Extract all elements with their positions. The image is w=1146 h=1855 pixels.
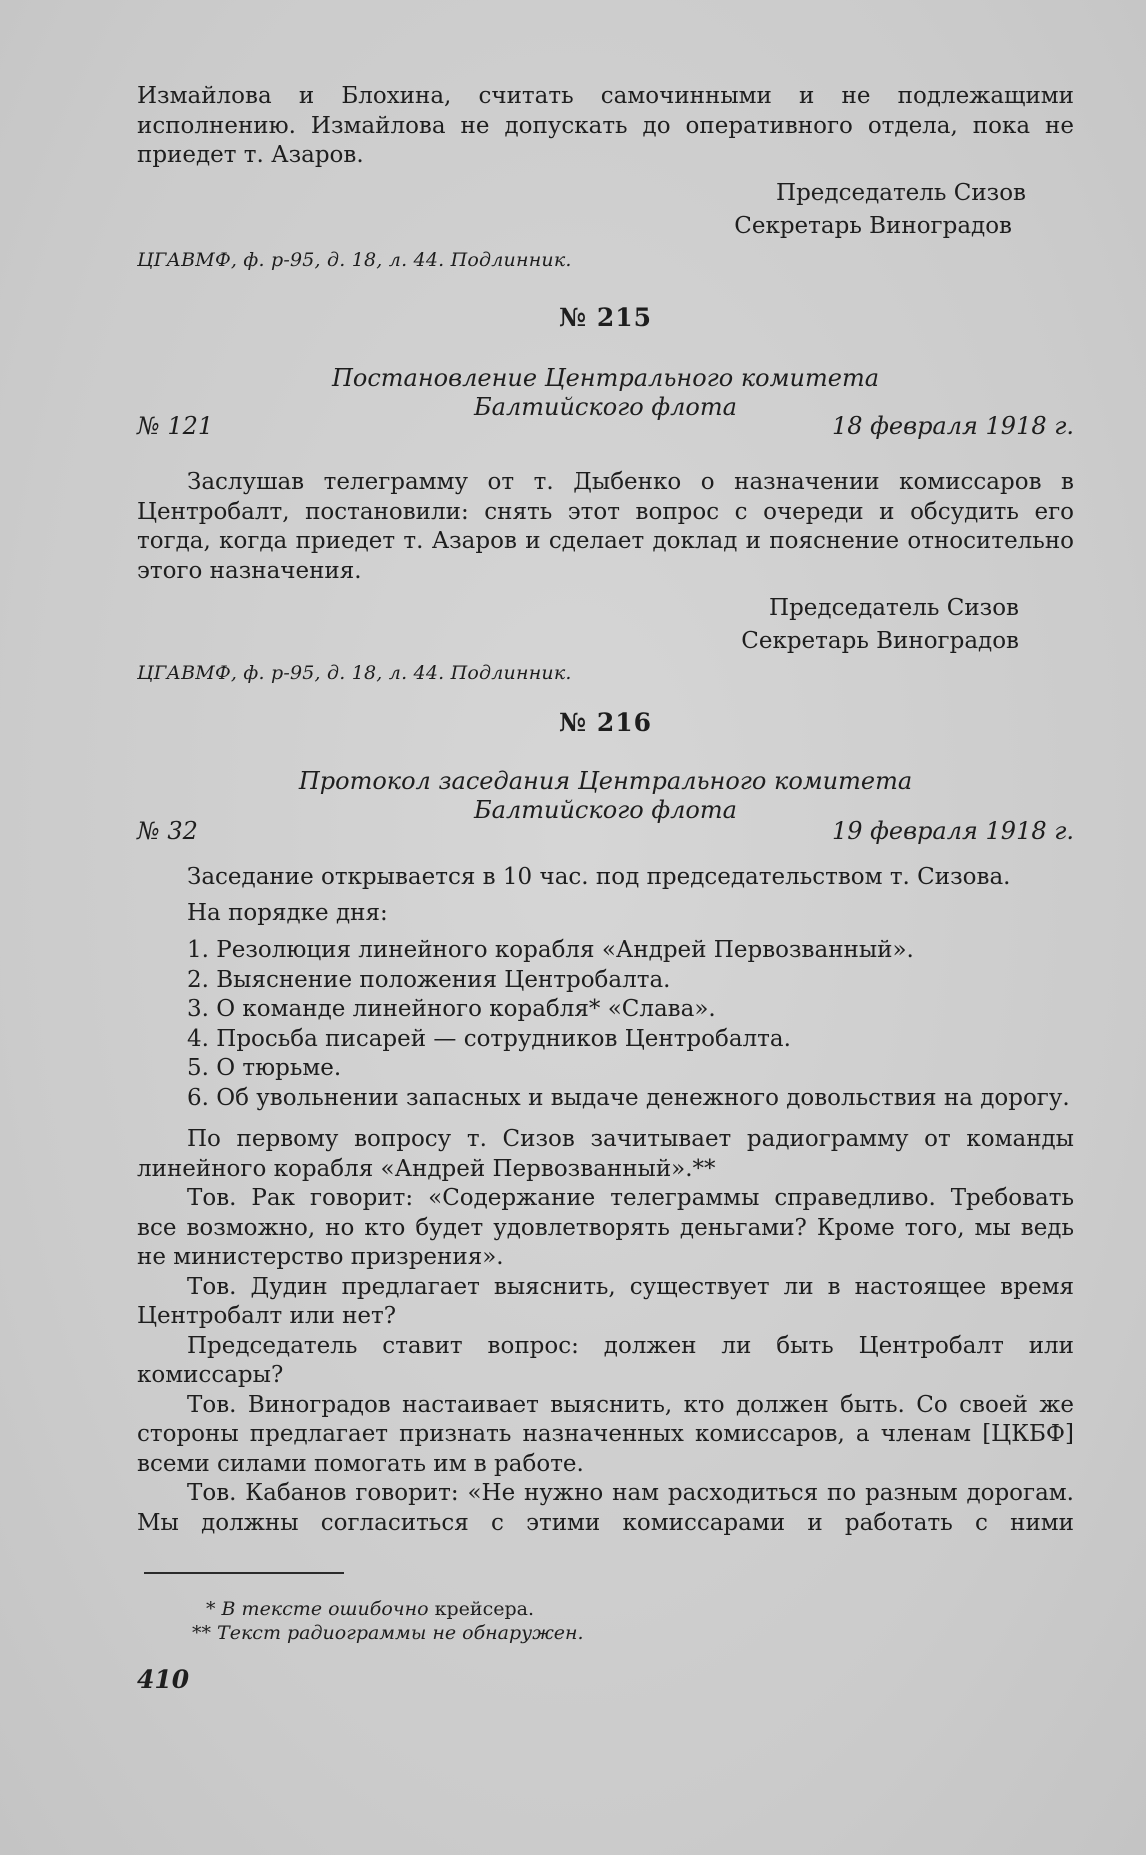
doc216-agenda-label: На порядке дня: <box>187 899 388 926</box>
doc215-number: № 215 <box>558 303 653 332</box>
top-secretary-signature: Секретарь Виноградов <box>734 212 1012 239</box>
doc215-meta <box>137 412 1074 444</box>
doc215-title-line1: Постановление Центрального комитета <box>331 364 880 392</box>
doc216-number: № 216 <box>558 708 653 737</box>
doc215-secretary-signature: Секретарь Виноградов <box>741 628 1019 654</box>
footnote-2-text: Текст радиограммы не обнаружен. <box>217 1622 584 1644</box>
doc216-paragraph: Тов. Виноградов настаивает выяснить, кто должен быть. Со своей же стороны предлагает признать назначенных комиссаров, а членам [ЦКБФ] всеми силами помогать им в работе. <box>137 1391 1074 1477</box>
agenda-item: 5. О тюрьме. <box>187 1055 342 1081</box>
top-fragment <box>137 82 1074 271</box>
doc215-chair-signature: Председатель Сизов <box>769 595 1019 621</box>
doc216-date: 19 февраля 1918 г. <box>831 817 1074 845</box>
footnote-divider <box>144 1572 344 1574</box>
doc216-paragraph: Тов. Кабанов говорит: «Не нужно нам расходиться по разным дорогам. Мы должны согласиться с этими комиссарами и работать с ними <box>137 1480 1074 1536</box>
doc215-title-line2: Балтийского флота <box>474 393 737 421</box>
footnote-1 <box>206 1598 534 1620</box>
footnote-1-word: крейсера. <box>434 1598 535 1620</box>
top-chair-signature: Председатель Сизов <box>776 179 1026 206</box>
doc216-paragraph: Председатель ставит вопрос: должен ли быть Центробалт или комиссары? <box>137 1332 1074 1388</box>
doc216-title-line2: Балтийского флота <box>474 796 737 824</box>
footnote-2-mark: ** <box>192 1622 211 1644</box>
doc216-paragraph: Тов. Рак говорит: «Содержание телеграммы справедливо. Требовать все возможно, но кто будет удовлетворять деньгами? Кроме того, мы ведь не министерство призрения». <box>137 1185 1074 1270</box>
footnote-2 <box>192 1622 584 1644</box>
document-215 <box>137 303 1074 684</box>
top-archive-source: ЦГАВМФ, ф. р-95, д. 18, л. 44. Подлинник. <box>137 248 572 271</box>
doc216-meta <box>137 817 1074 849</box>
doc215-date: 18 февраля 1918 г. <box>831 412 1074 440</box>
agenda-item: 1. Резолюция линейного корабля «Андрей Первозванный». <box>187 937 914 963</box>
footnote-1-mark: * <box>206 1598 216 1620</box>
document-216 <box>137 708 1074 1538</box>
doc216-paragraph: Тов. Дудин предлагает выяснить, существует ли в настоящее время Центробалт или нет? <box>137 1273 1074 1329</box>
footnote-1-italic: В тексте ошибочно <box>221 1598 429 1620</box>
doc216-paragraph: По первому вопросу т. Сизов зачитывает радиограмму от команды линейного корабля «Андрей Первозванный».** <box>137 1126 1074 1182</box>
doc216-doc-number: № 32 <box>137 817 198 845</box>
top-paragraph: Измайлова и Блохина, считать самочинными и не подлежащими исполнению. Измайлова не допускать до оперативного отдела, пока не приедет т. Азаров. <box>137 83 1074 168</box>
page-number: 410 <box>137 1665 190 1694</box>
agenda-item: 4. Просьба писарей — сотрудников Центробалта. <box>187 1025 791 1052</box>
doc215-doc-number: № 121 <box>137 412 214 440</box>
agenda-item: 2. Выяснение положения Центробалта. <box>187 966 671 993</box>
agenda-item: 3. О команде линейного корабля* «Слава». <box>187 996 716 1022</box>
doc216-title-line1: Протокол заседания Центрального комитета <box>298 767 913 795</box>
doc215-paragraph: Заслушав телеграмму от т. Дыбенко о назначении комиссаров в Центробалт, постановили: снять этот вопрос с очереди и обсудить его тогда, когда приедет т. Азаров и сделает доклад и пояснение относительно этого назначения. <box>137 469 1074 584</box>
doc215-archive-source: ЦГАВМФ, ф. р-95, д. 18, л. 44. Подлинник. <box>137 662 572 684</box>
agenda-item: 6. Об увольнении запасных и выдаче денежного довольствия на дорогу. <box>187 1084 1070 1111</box>
doc216-opening: Заседание открывается в 10 час. под председательством т. Сизова. <box>187 864 1011 890</box>
doc216-agenda-list <box>137 936 1074 1113</box>
